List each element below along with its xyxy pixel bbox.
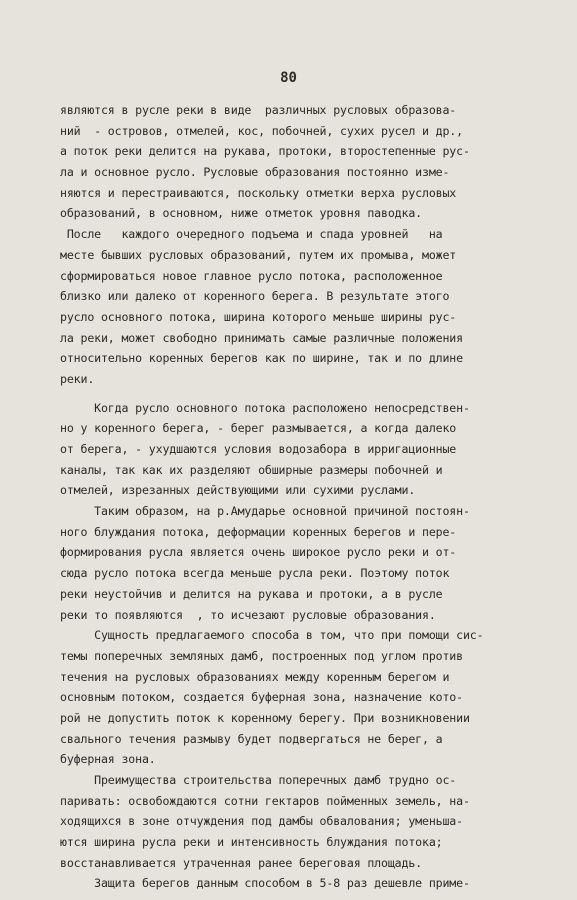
- text-line: а поток реки делится на рукава, протоки, второстепенные рус-: [60, 144, 470, 159]
- text-line: Преимущества строительства поперечных дамб трудно ос-: [60, 773, 457, 787]
- text-line: каналы, так как их разделяют обширные размеры побочней и: [60, 462, 443, 477]
- text-line: После каждого очередного подъема и спада уровней на: [60, 227, 443, 242]
- text-line: темы поперечных земляных дамб, построенных под углом против: [60, 648, 463, 663]
- text-line: отмелей, изрезанных действующими или сухими руслами.: [60, 483, 416, 498]
- text-line: буферная зона.: [60, 752, 156, 767]
- text-line: Сущность предлагаемого способа в том, что при помощи сис-: [60, 628, 484, 643]
- text-line: основным потоком, создается буферная зона, назначение кото-: [60, 690, 463, 705]
- text-line: образований, в основном, ниже отметок уровня паводка.: [60, 206, 422, 221]
- text-line: рой не допустить поток к коренному берегу. При возникновении: [60, 710, 470, 725]
- text-line: Защита берегов данным способом в 5-8 раз дешевле приме-: [60, 876, 470, 891]
- text-line: русло основного потока, ширина которого меньше ширины рус-: [60, 309, 457, 324]
- text-line: близко или далеко от коренного берега. В результате этого: [60, 289, 450, 304]
- text-line: реки неустойчив и делится на рукава и протоки, а в русле: [60, 586, 443, 601]
- body-text: [60, 100, 560, 894]
- text-line: сюда русло потока всегда меньше русла реки. Поэтому поток: [60, 566, 450, 581]
- text-line: реки.: [60, 371, 95, 386]
- text-line: ходящихся в зоне отчуждения под дамбы обвалования; уменьша-: [60, 814, 463, 829]
- page-number: 80: [280, 70, 297, 86]
- text-line: няются и перестраиваются, поскольку отметки верха русловых: [60, 185, 457, 200]
- text-line: ного блуждания потока, деформации коренных берегов и пере-: [60, 524, 457, 539]
- text-line: формирования русла является очень широкое русло реки и от-: [60, 545, 457, 560]
- text-line: месте бывших русловых образований, путем их промыва, может: [60, 247, 457, 262]
- text-line: ла и основное русло. Русловые образования постоянно изме-: [60, 165, 450, 180]
- text-line: от берега, - ухудшаются условия водозабора в ирригационные: [60, 442, 457, 456]
- text-line: паривать: освобождаются сотни гектаров пойменных земель, на-: [60, 793, 470, 808]
- text-line: Когда русло основного потока расположено непосредствен-: [60, 400, 470, 415]
- text-line: Таким образом, на р.Амударье основной причиной постоян-: [60, 504, 470, 519]
- text-line: течения на русловых образованиях между коренным берегом и: [60, 669, 450, 684]
- text-line: но у коренного берега, - берег размывается, а когда далеко: [60, 421, 457, 436]
- text-line: восстанавливается утраченная ранее береговая площадь.: [60, 855, 422, 870]
- text-line: сформироваться новое главное русло потока, расположенное: [60, 268, 443, 283]
- text-line: ются ширина русла реки и интенсивность блуждания потока;: [60, 835, 443, 850]
- text-line: ла реки, может свободно принимать самые различные положения: [60, 330, 463, 345]
- text-line: являются в русле реки в виде различных русловых образова-: [60, 103, 457, 117]
- text-line: свального течения размыву будет подвергаться не берег, а: [60, 731, 443, 746]
- text-line: ний - островов, отмелей, кос, побочней, сухих русел и др.,: [60, 123, 463, 138]
- text-line: реки то появляются , то исчезают русловые образования.: [60, 607, 436, 622]
- text-line: относительно коренных берегов как по ширине, так и по длине: [60, 351, 463, 366]
